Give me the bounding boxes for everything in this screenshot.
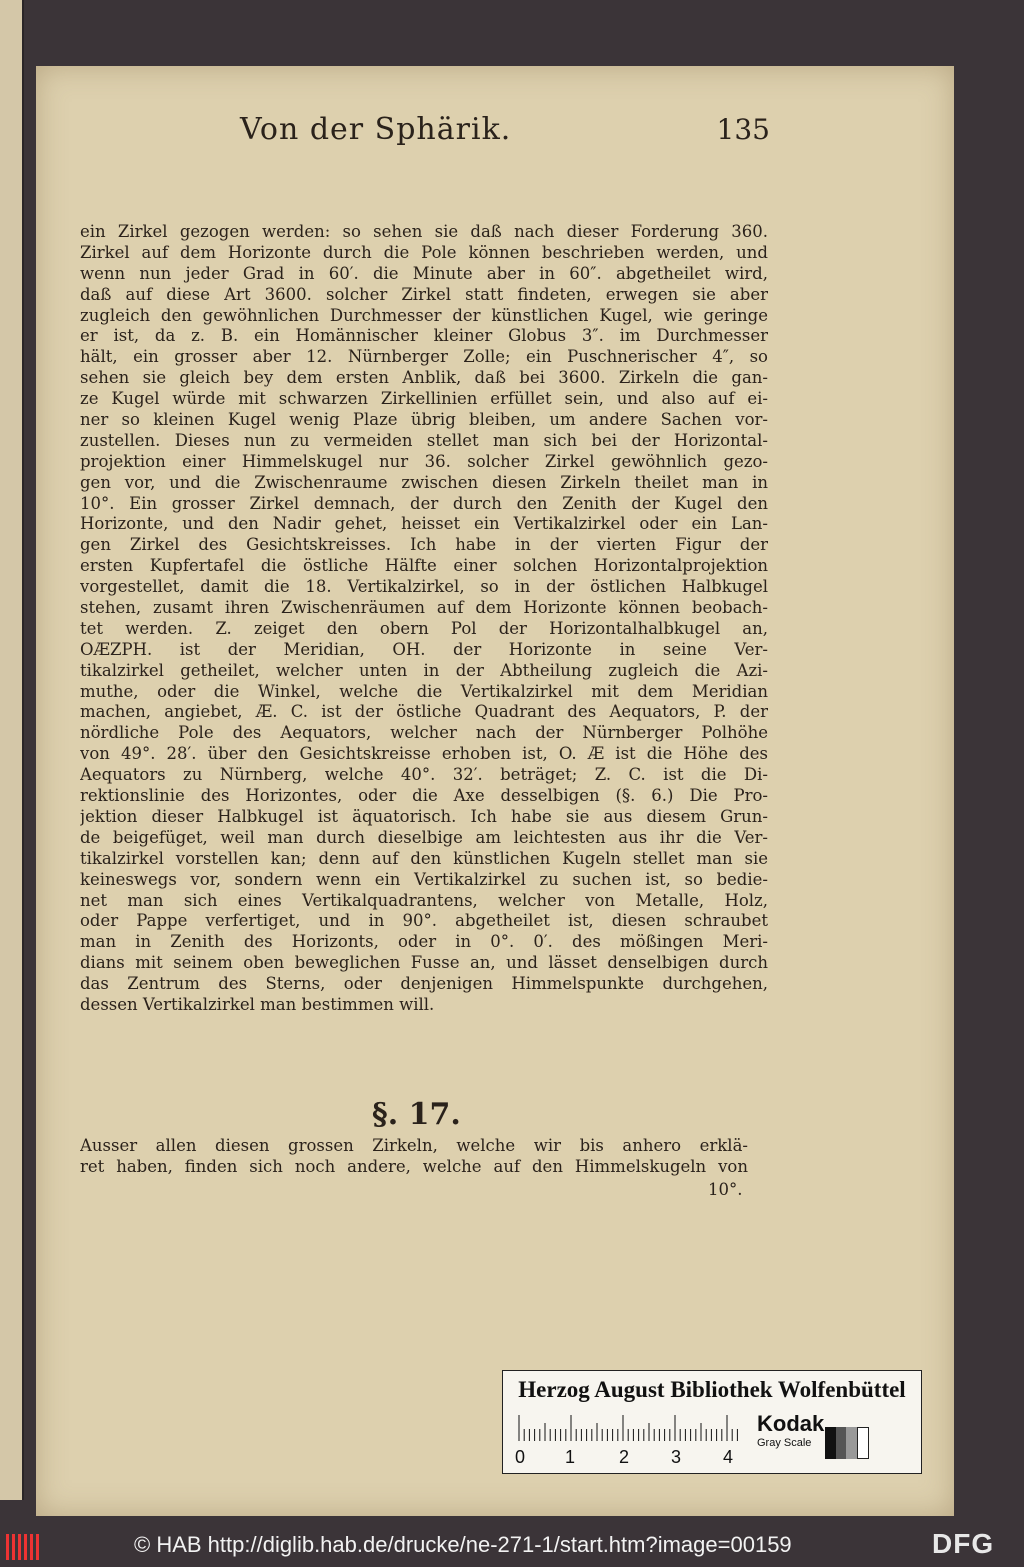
gray-scale-label: Gray Scale [757, 1437, 812, 1449]
dfg-logo: DFG [932, 1528, 995, 1559]
text-line: das Zentrum des Sterns, oder denjenigen Himmelspunkte durchgehen, [80, 974, 768, 994]
text-line: de beigefüget, weil man durch dieselbige am leichtesten aus ihr die Ver- [80, 827, 768, 847]
ruler-number: 4 [723, 1447, 734, 1467]
text-line: keineswegs vor, sondern wenn ein Vertikalzirkel zu suchen ist, so bedie- [80, 869, 768, 889]
text-line: muthe, oder die Winkel, welche die Vertikalzirkel mit dem Meridian [80, 681, 768, 701]
text-line: ein Zirkel gezogen werden: so sehen sie daß nach dieser Forderung 360. [80, 222, 768, 241]
text-line: net man sich eines Vertikalquadrantens, welcher von Metalle, Holz, [80, 890, 768, 910]
ruler-icon [517, 1413, 747, 1443]
library-name: Herzog August Bibliothek Wolfenbüttel [518, 1377, 906, 1402]
text-line: hält, ein grosser aber 12. Nürnberger Zolle; ein Puschnerischer 4″, so [80, 347, 768, 367]
ruler-number: 0 [515, 1447, 526, 1467]
text-line: gen Zirkel des Gesichtskreisses. Ich habe in der vierten Figur der [80, 535, 768, 555]
adjacent-page-edge [0, 0, 24, 1500]
page-header [240, 112, 770, 147]
section-heading: §. 17. [372, 1097, 461, 1132]
text-line: daß auf diese Art 3600. solcher Zirkel statt findeten, erwegen sie aber [80, 284, 768, 304]
text-line: zugleich den gewöhnlichen Durchmesser der künstlichen Kugel, wie geringe [80, 305, 768, 325]
text-line: nördliche Pole des Aequators, welcher nach der Nürnberger Polhöhe [80, 723, 768, 743]
text-line: Horizonte, und den Nadir gehet, heisset ein Vertikalzirkel oder ein Lan- [80, 514, 768, 534]
text-line: zustellen. Dieses nun zu vermeiden stellet man sich bei der Horizontal- [80, 430, 768, 450]
text-line: tikalzirkel getheilet, welcher unten in der Abtheilung zugleich die Azi- [80, 660, 768, 680]
text-line: projektion einer Himmelskugel nur 36. solcher Zirkel gewöhnlich gezo- [80, 451, 768, 471]
section-text [80, 1136, 748, 1178]
text-line: ner so kleinen Kugel wenig Plaze übrig bleiben, um andere Sachen vor- [80, 410, 768, 430]
text-line: ret haben, finden sich noch andere, welche auf den Himmelskugeln von [80, 1156, 748, 1176]
ruler-number: 1 [565, 1447, 576, 1467]
text-line: dians mit seinem oben beweglichen Fusse an, und lässet denselbigen durch [80, 953, 768, 973]
text-line: Ausser allen diesen grossen Zirkeln, welche wir bis anhero erklä- [80, 1136, 748, 1155]
text-line: er ist, da z. B. ein Homännischer kleiner Globus 3″. im Durchmesser [80, 326, 768, 346]
text-line: sehen sie gleich bey dem ersten Anblik, daß bei 3600. Zirkeln die gan- [80, 368, 768, 388]
ruler-number: 2 [619, 1447, 630, 1467]
text-line: vorgestellet, damit die 18. Vertikalzirkel, so in der östlichen Halbkugel [80, 577, 768, 597]
text-line: jektion dieser Halbkugel ist äquatorisch. Ich habe sie aus diesem Grun- [80, 806, 768, 826]
text-line: dessen Vertikalzirkel man bestimmen will. [80, 994, 435, 1014]
gray-scale-chip [825, 1427, 869, 1459]
library-color-card [502, 1370, 922, 1474]
text-line: ersten Kupfertafel die östliche Hälfte einer solchen Horizontalprojektion [80, 556, 768, 576]
text-line: von 49°. 28′. über den Gesichtskreisse erhoben ist, O. Æ ist die Höhe des [80, 744, 768, 764]
citation-link[interactable]: © HAB http://diglib.hab.de/drucke/ne-271-1/start.htm?image=00159 [134, 1532, 792, 1557]
text-line: wenn nun jeder Grad in 60′. die Minute aber in 60″. abgetheilet wird, [80, 263, 768, 283]
text-line: rektionslinie des Horizontes, oder die Axe desselbigen (§. 6.) Die Pro- [80, 786, 768, 806]
text-line: tet werden. Z. zeiget den obern Pol der Horizontalhalbkugel an, [80, 618, 768, 638]
body-text [80, 222, 768, 1016]
text-line: tikalzirkel vorstellen kan; denn auf den künstlichen Kugeln stellet man sie [80, 848, 768, 868]
ruler-number: 3 [671, 1447, 682, 1467]
text-line: oder Pappe verfertiget, und in 90°. abgetheilet ist, diesen schraubet [80, 911, 768, 931]
footer [0, 1526, 1024, 1567]
kodak-brand: Kodak [757, 1411, 825, 1436]
page-number: 135 [716, 113, 770, 146]
catchword: 10°. [708, 1180, 743, 1199]
text-line: man in Zenith des Horizonts, oder in 0°. 0′. des mößingen Meri- [80, 932, 768, 952]
barcode-logo-icon [6, 1532, 46, 1562]
text-line: Zirkel auf dem Horizonte durch die Pole können beschrieben werden, und [80, 242, 768, 262]
running-title: Von der Sphärik. [240, 112, 512, 147]
text-line: OÆZPH. ist der Meridian, OH. der Horizonte in seine Ver- [80, 639, 768, 659]
text-line: gen vor, und die Zwischenraume zwischen diesen Zirkeln theilet man in [80, 472, 768, 492]
text-line: ze Kugel würde mit schwarzen Zirkellinien erfüllet sein, und also auf ei- [80, 389, 768, 409]
text-line: Aequators zu Nürnberg, welche 40°. 32′. beträget; Z. C. ist die Di- [80, 765, 768, 785]
text-line: machen, angiebet, Æ. C. ist der östliche Quadrant des Aequators, P. der [80, 702, 768, 722]
text-line: 10°. Ein grosser Zirkel demnach, der durch den Zenith der Kugel den [80, 493, 768, 513]
text-line: stehen, zusamt ihren Zwischenräumen auf dem Horizonte können beobach- [80, 598, 768, 618]
